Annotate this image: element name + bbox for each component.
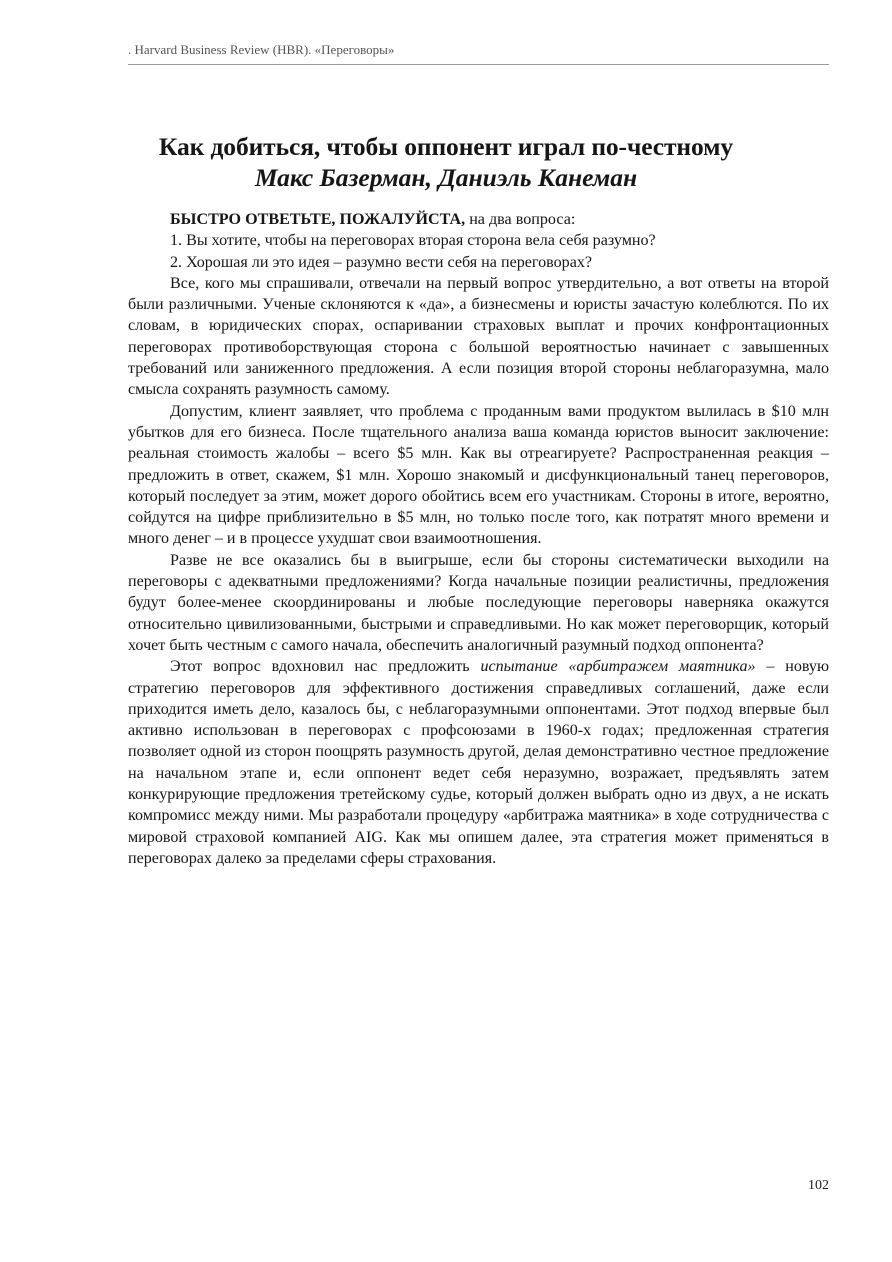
question-2: 2. Хорошая ли это идея – разумно вести себя на переговорах? [170, 253, 593, 271]
pendulum-arbitration-term: испытание «арбитражем маятника» [480, 658, 756, 676]
article-body [128, 209, 829, 869]
question-1: 1. Вы хотите, чтобы на переговорах вторая сторона вела себя разумно? [170, 232, 656, 250]
page-number: 102 [808, 1178, 829, 1193]
running-header: . Harvard Business Review (HBR). «Переговоры» [128, 42, 395, 57]
paragraph-4 [128, 656, 829, 869]
lead-paragraph [128, 209, 829, 230]
paragraph-4-rest: – новую стратегию переговоров для эффективного достижения справедливых соглашений, даже если приходится иметь дело, казалось бы, с неблагоразумными оппонентами. Этот подход впервые был активно использован в переговорах с профсоюзами в 1960-х годах; предложенная стратегия позволяет одной из сторон поощрять разумность другой, делая демонстративно честное предложение на начальном этапе и, если оппонент ведет себя неразумно, возражает, предъявлять затем конкурирующие предложения третейскому судье, который должен выбрать одно из двух, а не искать компромисс между ними. Мы разработали процедуру «арбитража маятника» в ходе сотрудничества с мировой страховой компанией AIG. Как мы опишем далее, эта стратегия может применяться в переговорах далеко за пределами сферы страхования. [128, 658, 829, 867]
paragraph-1: Все, кого мы спрашивали, отвечали на первый вопрос утвердительно, а вот ответы на второй были различными. Ученые склоняются к «да», а бизнесмены и юристы зачастую колеблются. По их словам, в юридических спорах, оспаривании страховых выплат и прочих конфронтационных переговорах противоборствующая сторона с большой вероятностью начинает с завышенных требований или заниженного предложения. А если позиция второй стороны неблагоразумна, мало смысла сохранять разумность самому. [128, 274, 829, 399]
article-authors: Макс Базерман, Даниэль Канеман [254, 163, 638, 192]
header-divider [128, 64, 829, 65]
lead-rest: на два вопроса: [465, 211, 576, 228]
paragraph-2: Допустим, клиент заявляет, что проблема с проданным вами продуктом вылилась в $10 млн убытков для его бизнеса. После тщательного анализа ваша команда юристов выносит заключение: реальная стоимость жалобы – всего $5 млн. Как вы отреагируете? Распространенная реакция – предложить в ответ, скажем, $1 млн. Хорошо знакомый и дисфункциональный танец переговоров, который последует за этим, может дорого обойтись всем его участникам. Стороны в итоге, вероятно, сойдутся на цифре приблизительно в $5 млн, но только после того, как потратят много времени и много денег – и в процессе ухудшат свои взаимоотношения. [128, 402, 829, 548]
paragraph-3: Разве не все оказались бы в выигрыше, если бы стороны систематически выходили на переговоры с адекватными предложениями? Когда начальные позиции реалистичны, предложения будут более-менее скоординированы и любые последующие переговоры наверняка окажутся относительно цивилизованными, быстрыми и справедливыми. Но как может переговорщик, который хочет быть честным с самого начала, обеспечить аналогичный разумный подход оппонента? [128, 551, 829, 654]
paragraph-4-start: Этот вопрос вдохновил нас предложить [170, 658, 481, 676]
lead-bold: БЫСТРО ОТВЕТЬТЕ, ПОЖАЛУЙСТА, [170, 211, 466, 228]
article-title: Как добиться, чтобы оппонент играл по-честному [158, 132, 734, 161]
